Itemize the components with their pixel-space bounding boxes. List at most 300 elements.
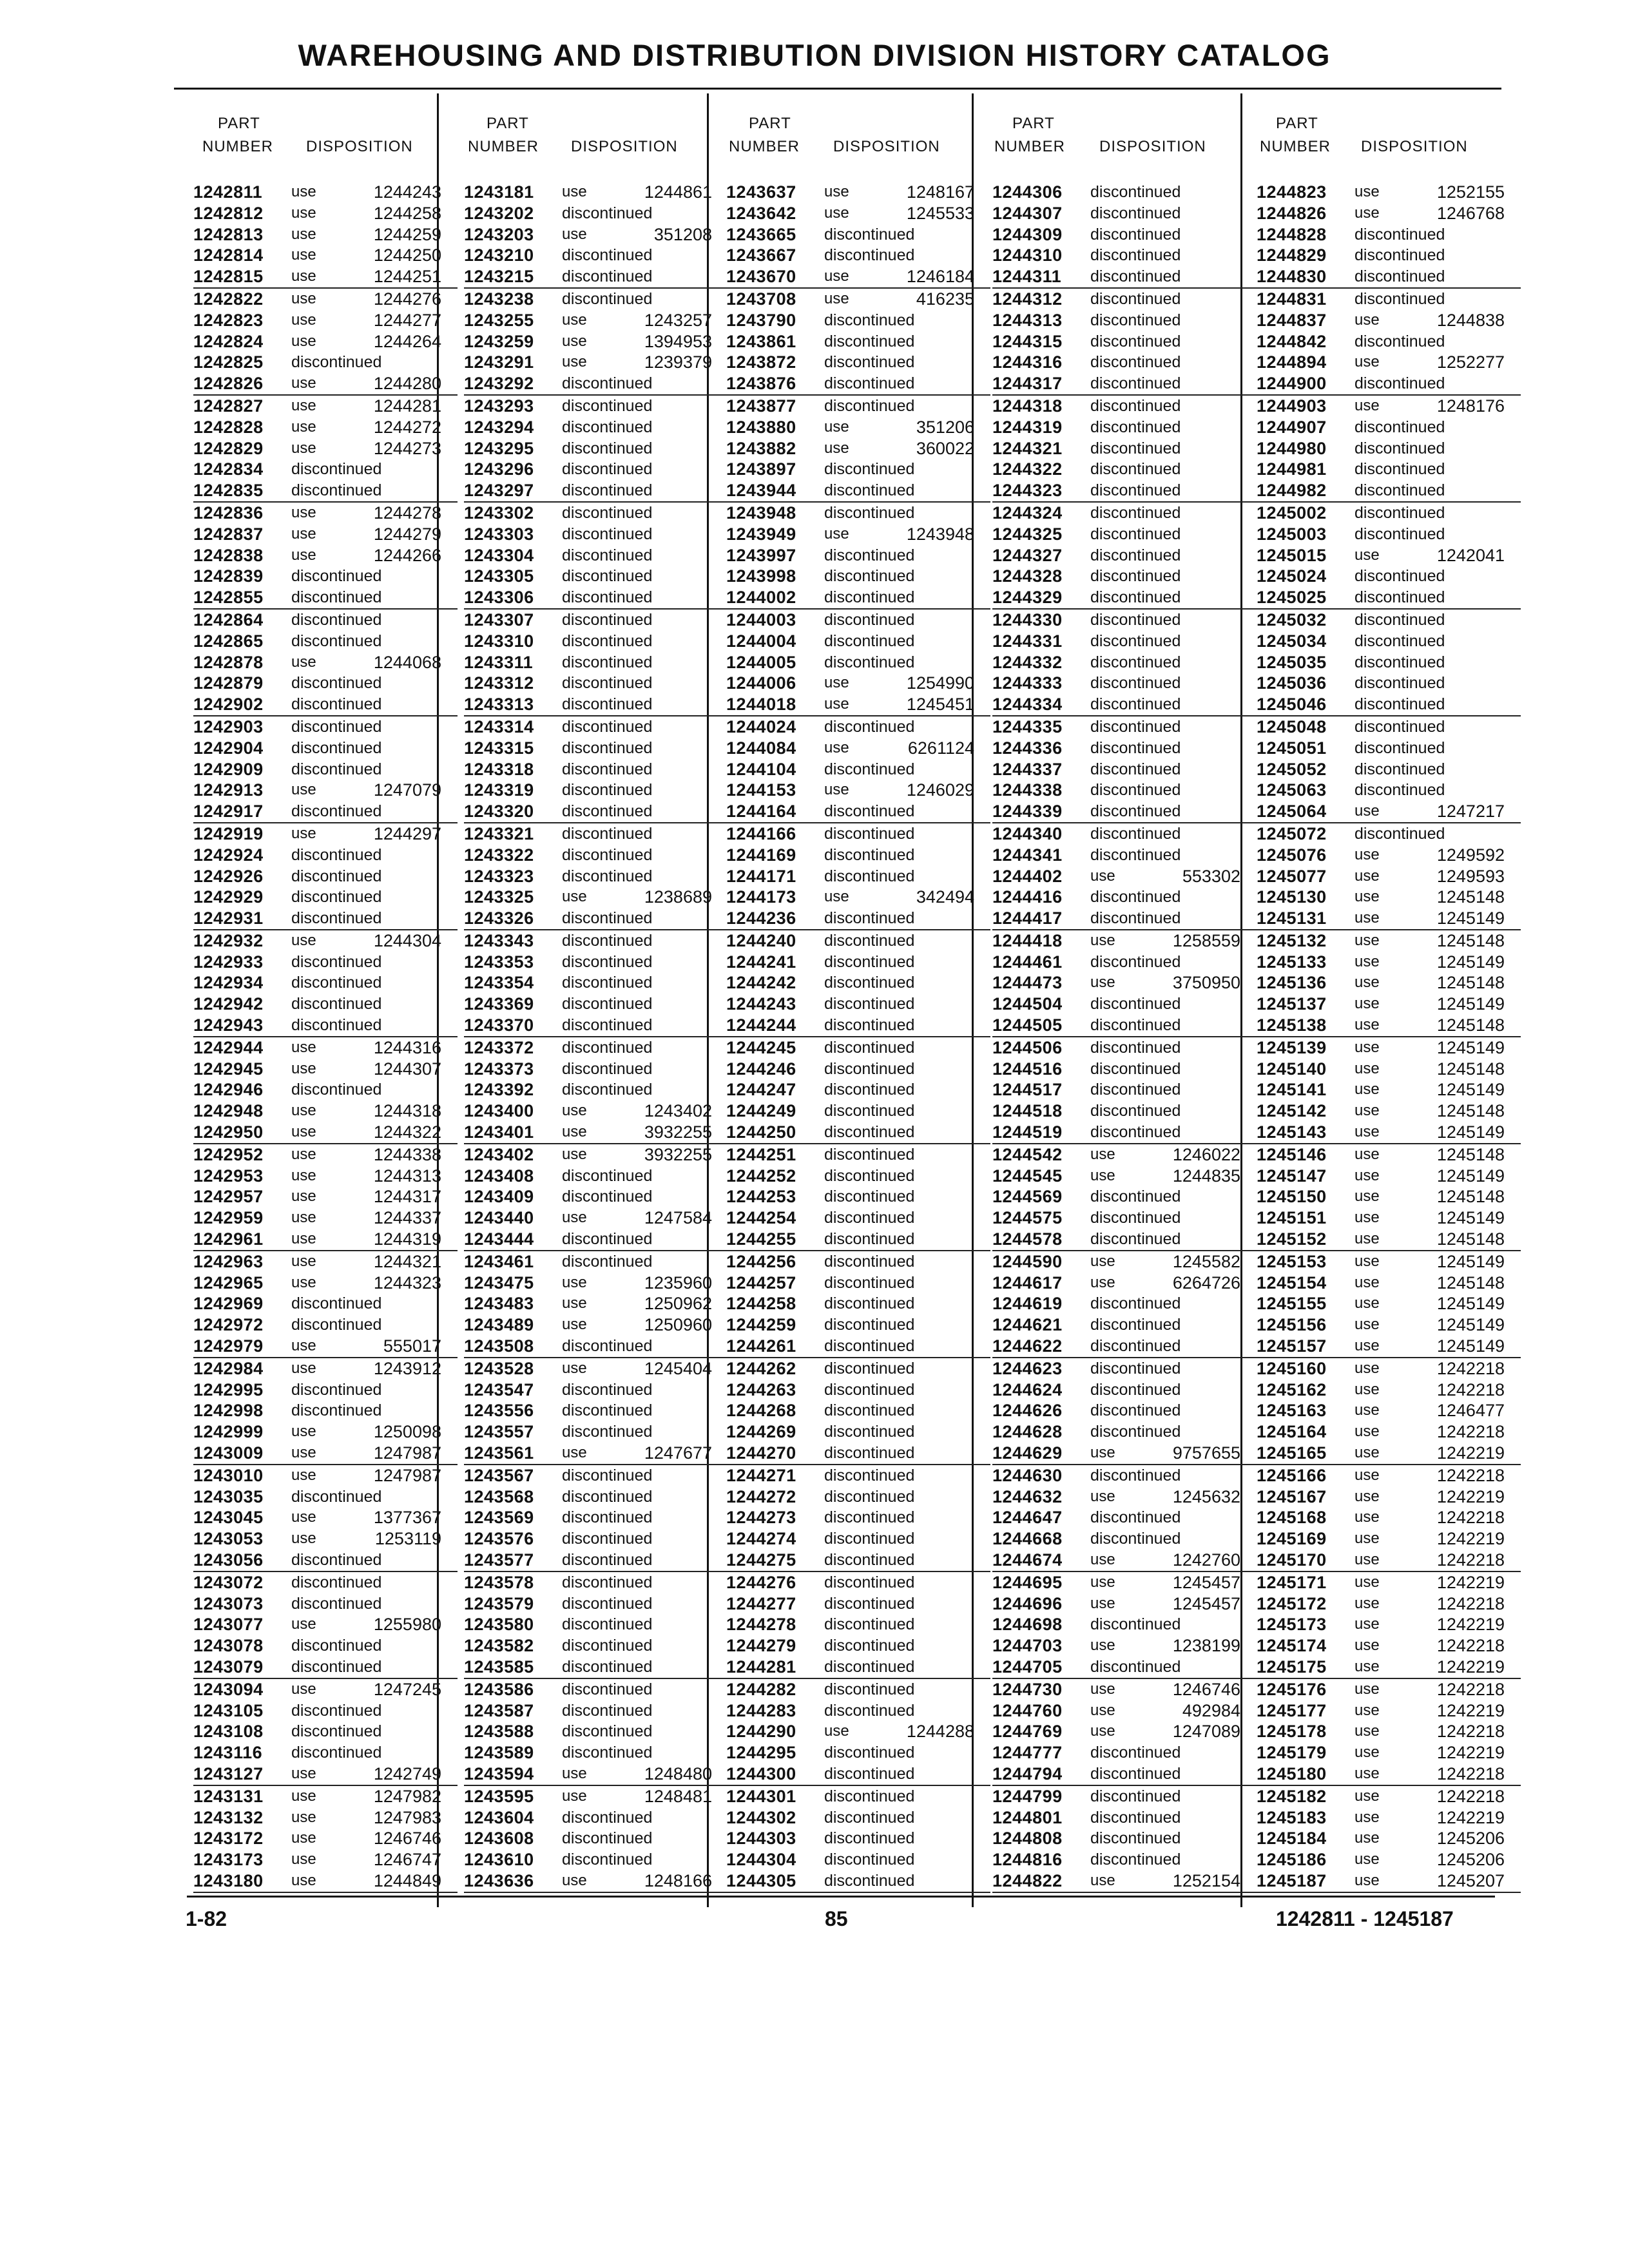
disposition-text: discontinued (1354, 717, 1445, 736)
part-number: 1244269 (726, 1422, 796, 1442)
catalog-row (726, 524, 990, 545)
catalog-row (464, 1465, 728, 1486)
replacement-part-number: 1242219 (1436, 1657, 1505, 1677)
replacement-part-number: 492984 (1182, 1700, 1240, 1720)
part-number: 1245064 (1257, 802, 1327, 822)
catalog-row (992, 1186, 1257, 1207)
catalog-row (992, 1486, 1257, 1508)
disposition-use: use (1354, 952, 1380, 970)
catalog-row (726, 480, 990, 503)
catalog-row (992, 459, 1257, 480)
replacement-part-number: 1244313 (373, 1166, 441, 1186)
disposition-use: use (291, 1337, 316, 1355)
disposition-text: discontinued (562, 674, 653, 693)
part-number: 1245166 (1257, 1465, 1327, 1485)
catalog-row (464, 1144, 728, 1166)
part-number: 1245015 (1257, 545, 1327, 565)
disposition-text: discontinued (562, 631, 653, 650)
replacement-part-number: 1245457 (1172, 1572, 1240, 1592)
part-number: 1244629 (992, 1443, 1063, 1463)
disposition-text: discontinued (1354, 760, 1445, 778)
disposition-text: discontinued (1090, 396, 1181, 415)
catalog-row (1257, 417, 1521, 438)
disposition-text: discontinued (824, 353, 915, 372)
part-number: 1242929 (193, 887, 264, 907)
part-number: 1245077 (1257, 866, 1327, 886)
catalog-row (1257, 438, 1521, 459)
disposition-use: use (1354, 974, 1380, 992)
replacement-part-number: 1245149 (1436, 908, 1505, 928)
catalog-row (726, 1721, 990, 1742)
part-number: 1242946 (193, 1080, 264, 1100)
disposition-text: discontinued (562, 1615, 653, 1634)
disposition-text: discontinued (824, 1294, 915, 1313)
part-number: 1244506 (992, 1037, 1063, 1057)
part-number: 1243132 (193, 1807, 264, 1827)
disposition-text: discontinued (562, 845, 653, 864)
part-number: 1243094 (193, 1679, 264, 1699)
part-number: 1244236 (726, 908, 796, 928)
part-number: 1243461 (464, 1251, 534, 1271)
replacement-part-number: 1245148 (1436, 1015, 1505, 1035)
part-number: 1243667 (726, 245, 796, 265)
catalog-row (193, 1229, 458, 1251)
catalog-row (193, 1037, 458, 1059)
part-number: 1243353 (464, 952, 534, 972)
part-number: 1244002 (726, 588, 796, 608)
disposition-use: use (1354, 1380, 1380, 1398)
disposition-text: discontinued (1090, 204, 1181, 222)
catalog-row (1257, 610, 1521, 631)
disposition-text: discontinued (562, 760, 653, 778)
part-number: 1244317 (992, 374, 1063, 394)
catalog-row (1257, 1657, 1521, 1679)
part-number: 1243880 (726, 417, 796, 437)
part-number: 1244301 (726, 1786, 796, 1806)
catalog-row (1257, 1635, 1521, 1657)
disposition-use: use (1354, 1016, 1380, 1034)
disposition-text: discontinued (1354, 503, 1445, 522)
replacement-part-number: 1244861 (644, 182, 712, 202)
part-number: 1244005 (726, 652, 796, 672)
disposition-use: use (291, 439, 316, 457)
replacement-part-number: 1247217 (1436, 802, 1505, 822)
disposition-text: discontinued (1090, 546, 1181, 564)
catalog-row (726, 1273, 990, 1294)
part-number: 1243307 (464, 610, 534, 629)
part-number: 1243475 (464, 1273, 534, 1293)
catalog-row (464, 1251, 728, 1273)
part-number: 1244903 (1257, 396, 1327, 416)
catalog-row (1257, 373, 1521, 396)
catalog-row (992, 1528, 1257, 1550)
catalog-row (726, 352, 990, 373)
catalog-row (464, 1828, 728, 1849)
catalog-row (464, 1550, 728, 1572)
disposition-use: use (1090, 1252, 1115, 1270)
part-number: 1245131 (1257, 908, 1327, 928)
disposition-text: discontinued (1090, 845, 1181, 864)
replacement-part-number: 1244316 (373, 1037, 441, 1057)
catalog-row (726, 1421, 990, 1443)
replacement-part-number: 1244264 (373, 331, 441, 351)
disposition-text: discontinued (291, 460, 382, 479)
part-number: 1243131 (193, 1786, 264, 1806)
catalog-row (193, 1572, 458, 1593)
part-number: 1244275 (726, 1550, 796, 1570)
catalog-row (726, 1742, 990, 1763)
part-number: 1242919 (193, 823, 264, 843)
catalog-row (193, 417, 458, 438)
catalog-row (992, 908, 1257, 930)
disposition-text: discontinued (824, 1337, 915, 1356)
disposition-use: use (1354, 1123, 1380, 1141)
disposition-text: discontinued (1090, 760, 1181, 778)
disposition-text: discontinued (1090, 695, 1181, 714)
part-number: 1244335 (992, 716, 1063, 736)
part-number: 1244703 (992, 1636, 1063, 1656)
disposition-use: use (291, 374, 316, 392)
catalog-row (1257, 801, 1521, 823)
disposition-text: discontinued (562, 546, 653, 564)
disposition-text: discontinued (824, 824, 915, 843)
catalog-row (992, 224, 1257, 245)
part-number: 1245151 (1257, 1208, 1327, 1228)
replacement-part-number: 1245148 (1436, 1144, 1505, 1164)
catalog-row (464, 1015, 728, 1037)
part-number: 1245182 (1257, 1786, 1327, 1806)
disposition-use: use (562, 225, 587, 243)
part-number: 1243173 (193, 1850, 264, 1870)
part-number: 1243588 (464, 1722, 534, 1742)
part-number: 1245150 (1257, 1187, 1327, 1207)
disposition-text: discontinued (562, 460, 653, 479)
part-number: 1245165 (1257, 1443, 1327, 1463)
disposition-text: discontinued (824, 1615, 915, 1634)
catalog-row (992, 1763, 1257, 1786)
part-number: 1244250 (726, 1122, 796, 1142)
part-number: 1244981 (1257, 459, 1327, 479)
replacement-part-number: 1242219 (1436, 1807, 1505, 1827)
disposition-use: use (562, 1316, 587, 1334)
catalog-row (464, 1122, 728, 1144)
disposition-text: discontinued (291, 1016, 382, 1035)
replacement-part-number: 6264726 (1172, 1273, 1240, 1293)
disposition-use: use (1090, 1273, 1115, 1291)
catalog-row (726, 972, 990, 994)
part-number: 1244252 (726, 1166, 796, 1186)
part-number: 1244328 (992, 566, 1063, 586)
disposition-text: discontinued (562, 588, 653, 607)
disposition-text: discontinued (824, 396, 915, 415)
part-number: 1244018 (726, 695, 796, 715)
catalog-row (726, 1849, 990, 1870)
part-number: 1244290 (726, 1722, 796, 1742)
disposition-text: discontinued (824, 1744, 915, 1762)
replacement-part-number: 1394953 (644, 331, 712, 351)
replacement-part-number: 553302 (1182, 866, 1240, 886)
disposition-use: use (1354, 1230, 1380, 1248)
replacement-part-number: 1247089 (1172, 1722, 1240, 1742)
catalog-row (464, 224, 728, 245)
replacement-part-number: 1246746 (1172, 1679, 1240, 1699)
disposition-use: use (1354, 1744, 1380, 1762)
disposition-text: discontinued (291, 1380, 382, 1399)
replacement-part-number: 1244323 (373, 1273, 441, 1293)
part-number: 1243642 (726, 203, 796, 223)
replacement-part-number: 1244318 (373, 1101, 441, 1121)
disposition-use: use (1354, 1551, 1380, 1568)
disposition-text: discontinued (824, 1316, 915, 1334)
disposition-use: use (1354, 1166, 1380, 1184)
replacement-part-number: 1242219 (1436, 1572, 1505, 1592)
catalog-row (464, 631, 728, 652)
disposition-text: discontinued (1090, 225, 1181, 244)
catalog-row (193, 610, 458, 631)
disposition-text: discontinued (562, 1530, 653, 1548)
disposition-text: discontinued (1090, 781, 1181, 800)
disposition-text: discontinued (291, 760, 382, 778)
part-number: 1244777 (992, 1743, 1063, 1763)
replacement-part-number: 1244068 (373, 652, 441, 672)
disposition-text: discontinued (291, 1722, 382, 1741)
replacement-part-number: 1246746 (373, 1829, 441, 1849)
disposition-text: discontinued (1090, 717, 1181, 736)
disposition-text: discontinued (824, 1573, 915, 1591)
part-number: 1242822 (193, 289, 264, 309)
replacement-part-number: 1238689 (644, 887, 712, 907)
catalog-row (992, 738, 1257, 759)
disposition-text: discontinued (562, 1187, 653, 1206)
disposition-use: use (1354, 802, 1380, 820)
part-number: 1243579 (464, 1593, 534, 1613)
disposition-use: use (562, 1102, 587, 1120)
catalog-row (464, 1593, 728, 1615)
catalog-row (992, 480, 1257, 503)
catalog-row (726, 1166, 990, 1187)
disposition-text: discontinued (562, 974, 653, 992)
part-number: 1243215 (464, 267, 534, 287)
disposition-use: use (291, 653, 316, 671)
disposition-use: use (291, 311, 316, 329)
part-number: 1243589 (464, 1743, 534, 1763)
catalog-row (464, 759, 728, 780)
disposition-text: discontinued (824, 909, 915, 928)
disposition-text: discontinued (824, 1787, 915, 1805)
disposition-use: use (1354, 1573, 1380, 1591)
part-number: 1243402 (464, 1144, 534, 1164)
part-number: 1245052 (1257, 759, 1327, 779)
part-number: 1242999 (193, 1422, 264, 1442)
disposition-use: use (291, 1615, 316, 1633)
disposition-text: discontinued (562, 1551, 653, 1569)
part-number: 1244794 (992, 1763, 1063, 1783)
disposition-use: use (1354, 1508, 1380, 1526)
part-number: 1243320 (464, 802, 534, 822)
catalog-row (726, 1144, 990, 1166)
disposition-text: discontinued (824, 995, 915, 1014)
part-number: 1243440 (464, 1208, 534, 1228)
part-number: 1244698 (992, 1615, 1063, 1635)
disposition-text: discontinued (824, 1850, 915, 1869)
disposition-text: discontinued (291, 867, 382, 885)
disposition-text: discontinued (1090, 1380, 1181, 1399)
replacement-part-number: 1238199 (1172, 1636, 1240, 1656)
catalog-row (1257, 480, 1521, 503)
part-number: 1243053 (193, 1529, 264, 1549)
disposition-text: discontinued (291, 802, 382, 821)
part-number: 1244309 (992, 224, 1063, 244)
replacement-part-number: 1253119 (374, 1529, 441, 1549)
disposition-use: use (291, 332, 316, 350)
catalog-row (1257, 331, 1521, 352)
disposition-use: use (1354, 1102, 1380, 1120)
part-number: 1242864 (193, 610, 264, 629)
catalog-row (193, 887, 458, 908)
part-number: 1244242 (726, 973, 796, 993)
catalog-row (726, 1828, 990, 1849)
part-number: 1244337 (992, 759, 1063, 779)
part-number: 1244315 (992, 331, 1063, 351)
part-number: 1244276 (726, 1572, 796, 1592)
part-number: 1243944 (726, 481, 796, 501)
part-number: 1244341 (992, 845, 1063, 865)
replacement-part-number: 1245148 (1436, 973, 1505, 993)
disposition-text: discontinued (1090, 1508, 1181, 1527)
disposition-use: use (291, 1530, 316, 1548)
replacement-part-number: 1243912 (373, 1358, 441, 1378)
catalog-row (992, 1828, 1257, 1849)
catalog-row (992, 1786, 1257, 1807)
part-number: 1244338 (992, 780, 1063, 800)
part-number: 1243569 (464, 1508, 534, 1528)
disposition-text: discontinued (824, 631, 915, 650)
disposition-text: discontinued (1090, 460, 1181, 479)
catalog-row (992, 1443, 1257, 1465)
disposition-use: use (291, 1423, 316, 1441)
part-number: 1244823 (1257, 182, 1327, 202)
part-number: 1243370 (464, 1015, 534, 1035)
part-number: 1245168 (1257, 1508, 1327, 1528)
disposition-use: use (1354, 1637, 1380, 1655)
part-number: 1245164 (1257, 1422, 1327, 1442)
disposition-use: use (1354, 1829, 1380, 1847)
disposition-text: discontinued (562, 1744, 653, 1762)
disposition-text: discontinued (824, 1401, 915, 1420)
column-header (1257, 110, 1514, 168)
part-number: 1242972 (193, 1315, 264, 1335)
disposition-use: use (291, 1850, 316, 1869)
part-number: 1245155 (1257, 1294, 1327, 1314)
catalog-row (464, 352, 728, 373)
catalog-row (992, 1015, 1257, 1037)
catalog-row (992, 1079, 1257, 1100)
replacement-part-number: 1245148 (1436, 1187, 1505, 1207)
disposition-use: use (1090, 1701, 1115, 1719)
catalog-row (193, 1379, 458, 1401)
catalog-row (193, 1166, 458, 1187)
part-number: 1244318 (992, 396, 1063, 416)
replacement-part-number: 3750950 (1172, 973, 1240, 993)
replacement-part-number: 1242218 (1436, 1593, 1505, 1613)
catalog-row (992, 1465, 1257, 1486)
disposition-text: discontinued (1354, 418, 1445, 436)
part-number: 1245184 (1257, 1829, 1327, 1849)
catalog-row (1257, 1421, 1521, 1443)
disposition-text: discontinued (824, 1273, 915, 1292)
catalog-row (193, 1465, 458, 1486)
catalog-row (464, 459, 728, 480)
catalog-row (464, 930, 728, 952)
part-number: 1242839 (193, 566, 264, 586)
part-number: 1244626 (992, 1401, 1063, 1421)
part-number: 1244270 (726, 1443, 796, 1463)
disposition-text: discontinued (1090, 588, 1181, 607)
part-number: 1243056 (193, 1550, 264, 1570)
disposition-use: use (1354, 888, 1380, 906)
disposition-text: discontinued (1090, 1829, 1181, 1848)
part-number: 1245024 (1257, 566, 1327, 586)
catalog-row (992, 1122, 1257, 1144)
part-number: 1244246 (726, 1059, 796, 1079)
catalog-row (726, 1336, 990, 1358)
disposition-text: discontinued (1090, 1401, 1181, 1420)
catalog-row (992, 1572, 1257, 1593)
replacement-part-number: 1242218 (1436, 1636, 1505, 1656)
part-number: 1244730 (992, 1679, 1063, 1699)
disposition-text: discontinued (1090, 1744, 1181, 1762)
catalog-row (992, 716, 1257, 738)
catalog-row (992, 1273, 1257, 1294)
part-number: 1245175 (1257, 1657, 1327, 1677)
disposition-use: use (1354, 1487, 1380, 1505)
catalog-row (193, 1015, 458, 1037)
part-number: 1242957 (193, 1187, 264, 1207)
disposition-use: use (824, 418, 849, 436)
catalog-row (726, 694, 990, 716)
replacement-part-number: 1248167 (906, 182, 974, 202)
disposition-text: discontinued (562, 1850, 653, 1869)
catalog-row (992, 1379, 1257, 1401)
part-number: 1244980 (1257, 438, 1327, 458)
disposition-text: discontinued (824, 1444, 915, 1463)
catalog-row (1257, 908, 1521, 930)
replacement-part-number: 1244321 (373, 1251, 441, 1271)
replacement-part-number: 1242218 (1436, 1722, 1505, 1742)
disposition-use: use (824, 674, 849, 692)
catalog-row (726, 1293, 990, 1314)
catalog-row (726, 908, 990, 930)
catalog-row (992, 396, 1257, 417)
catalog-row (464, 1443, 728, 1465)
part-number: 1242829 (193, 438, 264, 458)
disposition-use: use (1354, 1038, 1380, 1056)
catalog-row (464, 673, 728, 694)
catalog-row (464, 887, 728, 908)
catalog-row (464, 994, 728, 1015)
replacement-part-number: 1245404 (644, 1358, 712, 1378)
catalog-row (193, 866, 458, 887)
replacement-part-number: 1243257 (644, 310, 712, 330)
catalog-row (464, 566, 728, 587)
part-number: 1243315 (464, 738, 534, 758)
disposition-text: discontinued (1090, 738, 1181, 757)
catalog-row (1257, 203, 1521, 224)
header-part: PART (218, 115, 260, 132)
catalog-row (992, 1207, 1257, 1229)
disposition-use: use (1354, 1337, 1380, 1355)
part-number: 1242824 (193, 331, 264, 351)
